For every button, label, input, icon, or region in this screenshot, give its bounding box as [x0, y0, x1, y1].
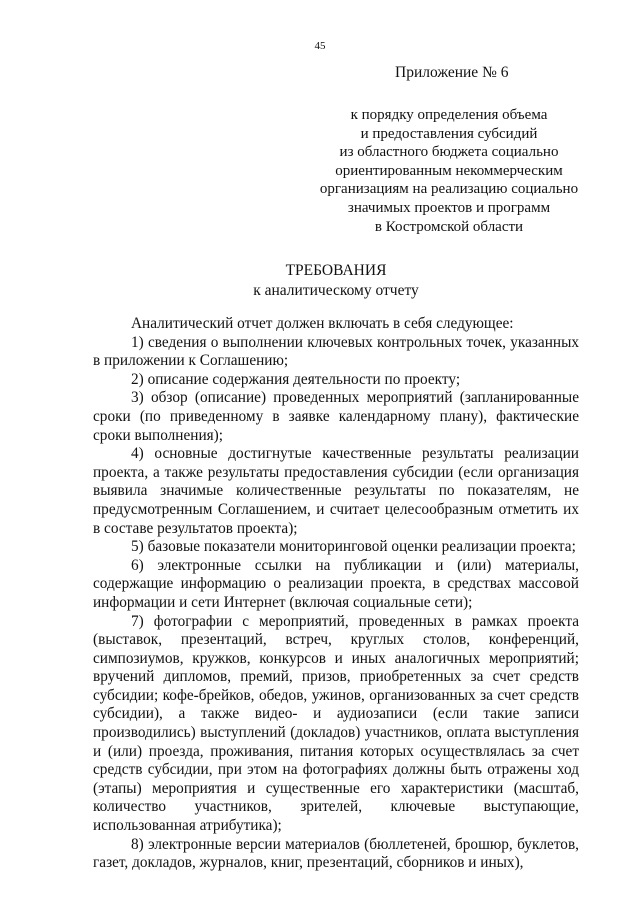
- requirement-item-6: 6) электронные ссылки на публикации и (или) материалы, содержащие информацию о реализации проекта, в средствах массовой информации и сети Интернет (включая социальные сети);: [93, 556, 579, 611]
- requirement-item-8: 8) электронные версии материалов (бюллетеней, брошюр, буклетов, газет, докладов, журналов, книг, презентаций, сборников и иных),: [93, 835, 579, 872]
- requirement-item-2: 2) описание содержания деятельности по проекту;: [131, 370, 461, 388]
- page-number: 45: [314, 40, 326, 52]
- reference-line: ориентированным некоммерческим: [335, 162, 563, 179]
- reference-line: и предоставления субсидий: [360, 125, 538, 142]
- appendix-reference-block: [318, 106, 580, 236]
- document-subtitle: к аналитическому отчету: [253, 282, 419, 299]
- requirement-item-1: 1) сведения о выполнении ключевых контрольных точек, указанных в приложении к Соглашению;: [93, 333, 579, 370]
- reference-line: в Костромской области: [374, 218, 524, 235]
- document-title: ТРЕБОВАНИЯ: [285, 262, 387, 279]
- intro-paragraph: Аналитический отчет должен включать в себя следующее:: [131, 315, 514, 332]
- reference-line: к порядку определения объема: [350, 107, 548, 123]
- reference-line: из областного бюджета социально: [339, 144, 559, 161]
- requirement-item-7: 7) фотографии с мероприятий, проведенных в рамках проекта (выставок, презентаций, встреч, круглых столов, конференций, симпозиумов, кружков, конкурсов и иных аналогичных мероприятий; вручений дипломов, премий, призов, приобретенных за счет средств субсидии; кофе-брейков, обедов, ужинов, организованных за счет средств субсидии), а также видео- и аудиозаписи (если такие записи производились) выступлений (докладов) участников, оплата выступления и (или) проезда, проживания, питания которых осуществлялась за счет средств субсидии, при этом на фотографиях должны быть отражены ход (этапы) мероприятия и существенные его характеристики (масштаб, количество участников, зрителей, ключевые выступающие, использованная атрибутика);: [93, 612, 579, 835]
- document-body: [93, 315, 579, 873]
- reference-line: организациям на реализацию социально: [319, 181, 579, 198]
- requirement-item-4: 4) основные достигнутые качественные результаты реализации проекта, а также результаты предоставления субсидии (если организация выявила значимые количественные результаты по показателям, не предусмотренным Соглашением, и считает целесообразным отметить их в составе результатов проекта);: [93, 445, 579, 537]
- requirement-item-5: 5) базовые показатели мониторинговой оценки реализации проекта;: [131, 538, 576, 556]
- reference-line: значимых проектов и программ: [347, 199, 551, 216]
- appendix-title: Приложение № 6: [395, 64, 509, 81]
- requirement-item-3: 3) обзор (описание) проведенных мероприятий (запланированные сроки (по приведенному в заявке календарному плану), фактические сроки выполнения);: [93, 389, 579, 444]
